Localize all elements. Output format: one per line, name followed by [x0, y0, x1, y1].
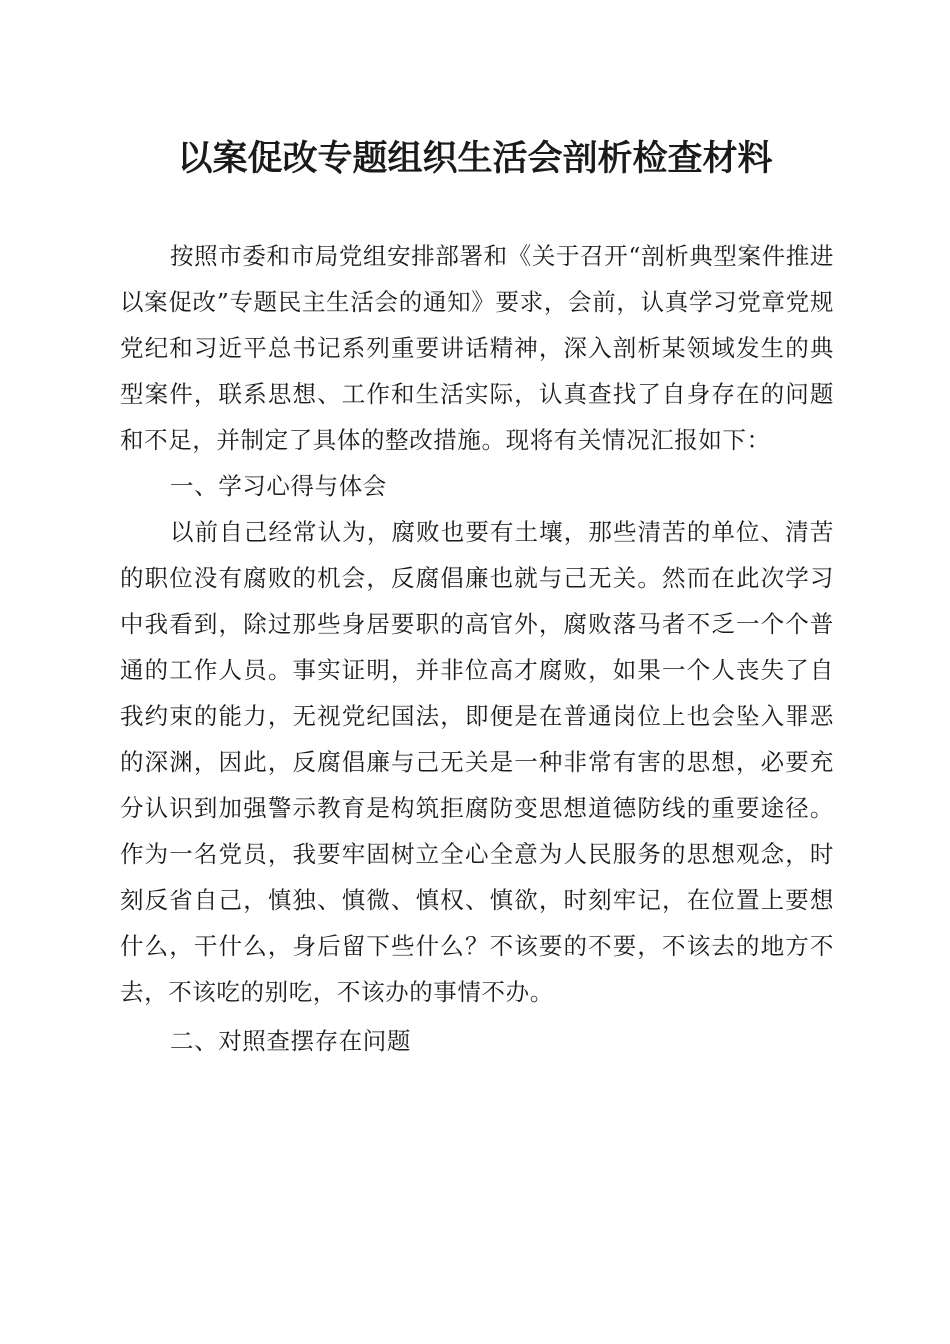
document-title: 以案促改专题组织生活会剖析检查材料	[177, 138, 773, 179]
section-heading-problems: 二、对照查摆存在问题	[170, 1027, 411, 1055]
section-paragraph-learning: 以前自己经常认为，腐败也要有土壤，那些清苦的单位、清苦的职位没有腐败的机会，反腐倡廉也就与己无关。然而在此次学习中我看到，除过那些身居要职的高官外，腐败落马者不乏一个个普通的工作人员。事实证明，并非位高才腐败，如果一个人丧失了自我约束的能力，无视党纪国法，即便是在普通岗位上也会坠入罪恶的深渊，因此，反腐倡廉与己无关是一种非常有害的思想，必要充分认识到加强警示教育是构筑拒腐防变思想道德防线的重要途径。作为一名党员，我要牢固树立全心全意为人民服务的思想观念，时刻反省自己，慎独、慎微、慎权、慎欲，时刻牢记，在位置上要想什么，干什么，身后留下些什么？不该要的不要，不该去的地方不去，不该吃的别吃，不该办的事情不办。	[120, 518, 834, 1006]
section-heading-learning: 一、学习心得与体会	[170, 472, 387, 500]
intro-paragraph: 按照市委和市局党组安排部署和《关于召开“剖析典型案件推进以案促改”专题民主生活会的通知》要求，会前，认真学习党章党规党纪和习近平总书记系列重要讲话精神，深入剖析某领域发生的典型案件，联系思想、工作和生活实际，认真查找了自身存在的问题和不足，并制定了具体的整改措施。现将有关情况汇报如下：	[120, 242, 834, 454]
document-body	[120, 233, 834, 1064]
